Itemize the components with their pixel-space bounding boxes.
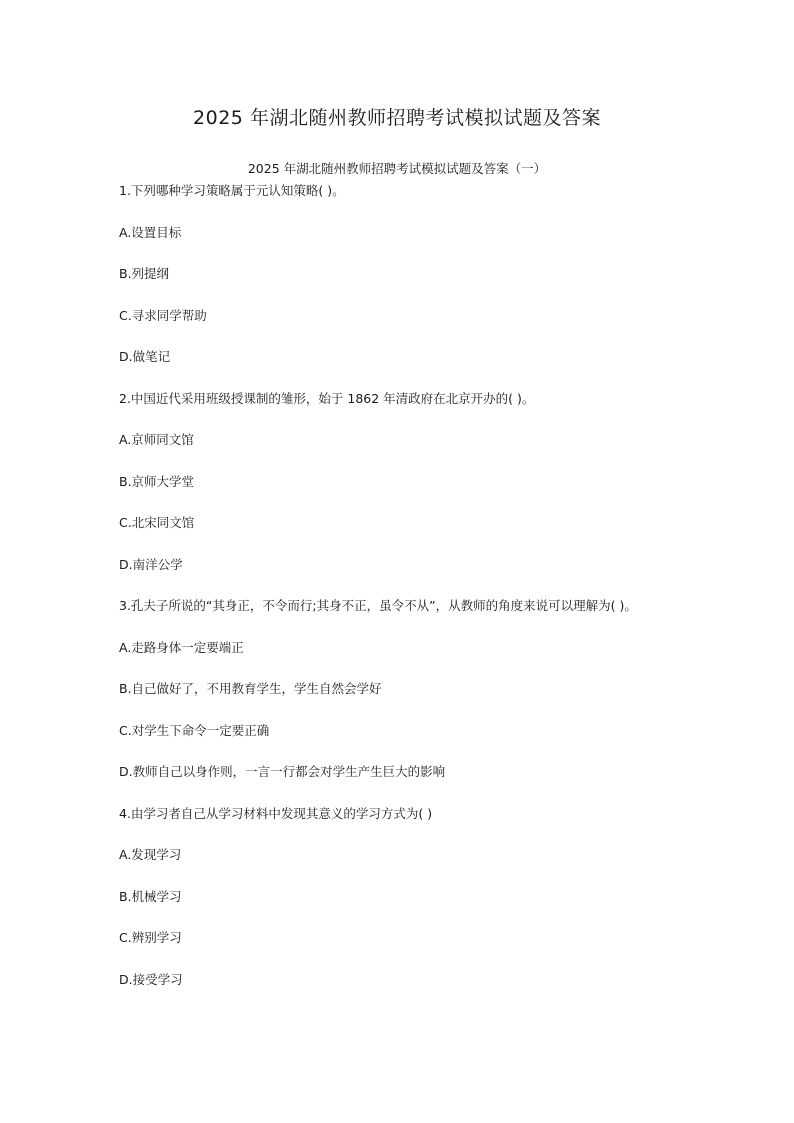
question-4-option-a: A.发现学习 (119, 847, 182, 862)
question-2-option-a: A.京师同文馆 (119, 432, 194, 447)
question-3-option-a: A.走路身体一定要端正 (119, 639, 244, 655)
question-1-option-b: B.列提纲 (119, 266, 170, 281)
question-1-stem: 1.下列哪种学习策略属于元认知策略( )。 (119, 183, 345, 198)
question-2-stem: 2.中国近代采用班级授课制的雏形，始于 1862 年清政府在北京开办的( )。 (119, 390, 535, 406)
question-2-option-b: B.京师大学堂 (119, 473, 195, 489)
document-subtitle: 2025 年湖北随州教师招聘考试模拟试题及答案（一） (247, 161, 547, 176)
question-3-option-c: C.对学生下命令一定要正确 (119, 722, 270, 738)
question-2-option-d: D.南洋公学 (119, 556, 183, 572)
question-2-option-c: C.北宋同文馆 (119, 515, 195, 530)
question-4-option-c: C.辨别学习 (119, 930, 182, 945)
question-3-option-b: B.自己做好了，不用教育学生，学生自然会学好 (119, 681, 382, 696)
document-title: 2025 年湖北随州教师招聘考试模拟试题及答案 (193, 107, 601, 129)
question-4-option-d: D.接受学习 (119, 971, 183, 987)
question-1-option-d: D.做笔记 (119, 349, 171, 364)
question-3-stem: 3.孔夫子所说的“其身正，不令而行;其身不正，虽令不从”，从教师的角度来说可以理解为( )。 (119, 598, 637, 613)
question-4-option-b: B.机械学习 (119, 888, 182, 904)
question-4-stem: 4.由学习者自己从学习材料中发现其意义的学习方式为( ) (119, 805, 433, 821)
question-1-option-a: A.设置目标 (119, 224, 182, 240)
question-list (119, 181, 679, 1011)
question-1-option-c: C.寻求同学帮助 (119, 307, 207, 323)
question-3-option-d: D.教师自己以身作则，一言一行都会对学生产生巨大的影响 (119, 764, 446, 779)
